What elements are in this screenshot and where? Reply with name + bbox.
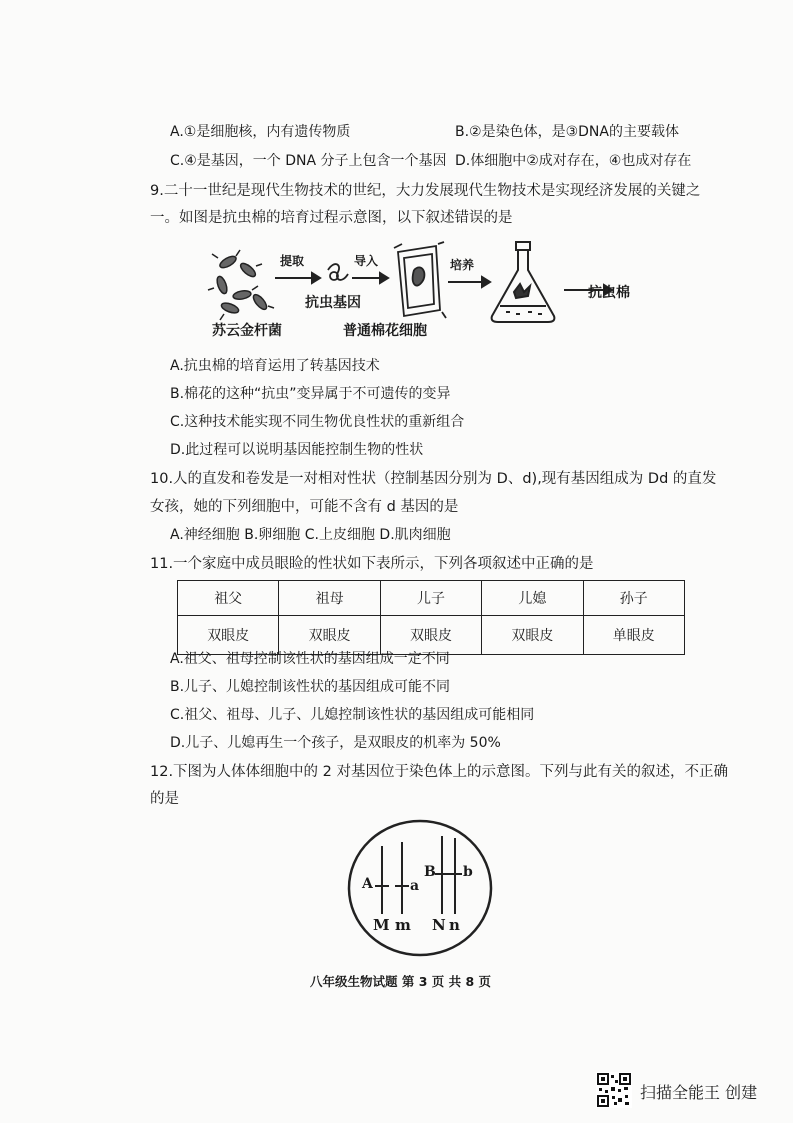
gene-caption: 抗虫基因 [305,295,361,311]
q8-option-d: D.体细胞中②成对存在，④也成对存在 [455,153,692,169]
gene-label-b: b [463,864,473,880]
chromosome-lines [375,836,462,914]
chromosome-label-N: N [432,916,446,934]
q12-stem-line2: 的是 [150,791,179,807]
q10-options: A.神经细胞 B.卵细胞 C.上皮细胞 D.肌肉细胞 [170,527,451,543]
label-extract: 提取 [280,254,305,268]
cotton-cell-illustration [394,242,446,318]
arrow-culture [448,277,490,287]
qr-code-icon [596,1072,632,1108]
q8-option-a: A.①是细胞核，内有遗传物质 [170,124,351,140]
gene-label-a: a [410,878,420,894]
q9-option-d: D.此过程可以说明基因能控制生物的性状 [170,442,424,458]
q9-option-c: C.这种技术能实现不同生物优良性状的重新组合 [170,414,465,430]
bacteria-illustration [208,250,274,320]
q11-stem: 11.一个家庭中成员眼睑的性状如下表所示，下列各项叙述中正确的是 [150,556,594,572]
chromosome-label-m: m [395,916,411,934]
header-cell: 祖母 [279,581,380,616]
gene-label-B: B [424,864,436,880]
flask-illustration [492,242,555,322]
bacteria-caption: 苏云金杆菌 [212,323,282,339]
q9-option-a: A.抗虫棉的培育运用了转基因技术 [170,358,380,374]
arrow-extract [275,273,320,283]
label-culture: 培养 [450,258,475,272]
value-cell: 单眼皮 [583,616,684,655]
arrow-import [352,273,388,283]
value-cell: 双眼皮 [482,616,583,655]
value-cell: 双眼皮 [380,616,481,655]
header-cell: 祖父 [178,581,279,616]
q11-option-a: A.祖父、祖母控制该性状的基因组成一定不同 [170,651,450,667]
value-cell: 双眼皮 [279,616,380,655]
chromosome-label-M: M [373,916,390,934]
header-cell: 儿媳 [482,581,583,616]
value-cell: 双眼皮 [178,616,279,655]
q11-option-c: C.祖父、祖母、儿子、儿媳控制该性状的基因组成可能相同 [170,707,535,723]
eyelid-table [177,580,685,655]
q9-stem-line2: 一。如图是抗虫棉的培育过程示意图，以下叙述错误的是 [150,210,513,226]
q11-option-d: D.儿子、儿媳再生一个孩子，是双眼皮的机率为 50% [170,735,501,751]
q11-option-b: B.儿子、儿媳控制该性状的基因组成可能不同 [170,679,451,695]
chromosome-diagram [345,818,495,958]
q12-stem-line1: 12.下图为人体体细胞中的 2 对基因位于染色体上的示意图。下列与此有关的叙述，不正确 [150,764,728,780]
scanner-watermark: 扫描全能王 创建 [640,1083,758,1102]
gene-label-A: A [362,876,373,892]
page-footer: 八年级生物试题 第 3 页 共 8 页 [310,974,492,989]
gene-illustration [328,264,348,280]
product-caption: 抗虫棉 [588,285,630,301]
q9-stem-line1: 9.二十一世纪是现代生物技术的世纪，大力发展现代生物技术是实现经济发展的关键之 [150,183,701,199]
q10-stem-line2: 女孩，她的下列细胞中，可能不含有 d 基因的是 [150,499,459,515]
cell-caption: 普通棉花细胞 [343,323,427,339]
q9-option-b: B.棉花的这种“抗虫”变异属于不可遗传的变异 [170,386,451,402]
header-cell: 儿子 [380,581,481,616]
transgenic-cotton-diagram [200,240,660,340]
header-cell: 孙子 [583,581,684,616]
q10-stem-line1: 10.人的直发和卷发是一对相对性状（控制基因分别为 D、d),现有基因组成为 Dd 的直发 [150,471,717,487]
label-import: 导入 [354,254,379,268]
chromosome-label-n: n [449,916,460,934]
q8-option-c: C.④是基因，一个 DNA 分子上包含一个基因 [170,153,447,169]
q8-option-b: B.②是染色体，是③DNA的主要载体 [455,124,679,140]
table-row [178,616,685,655]
table-header-row [178,581,685,616]
